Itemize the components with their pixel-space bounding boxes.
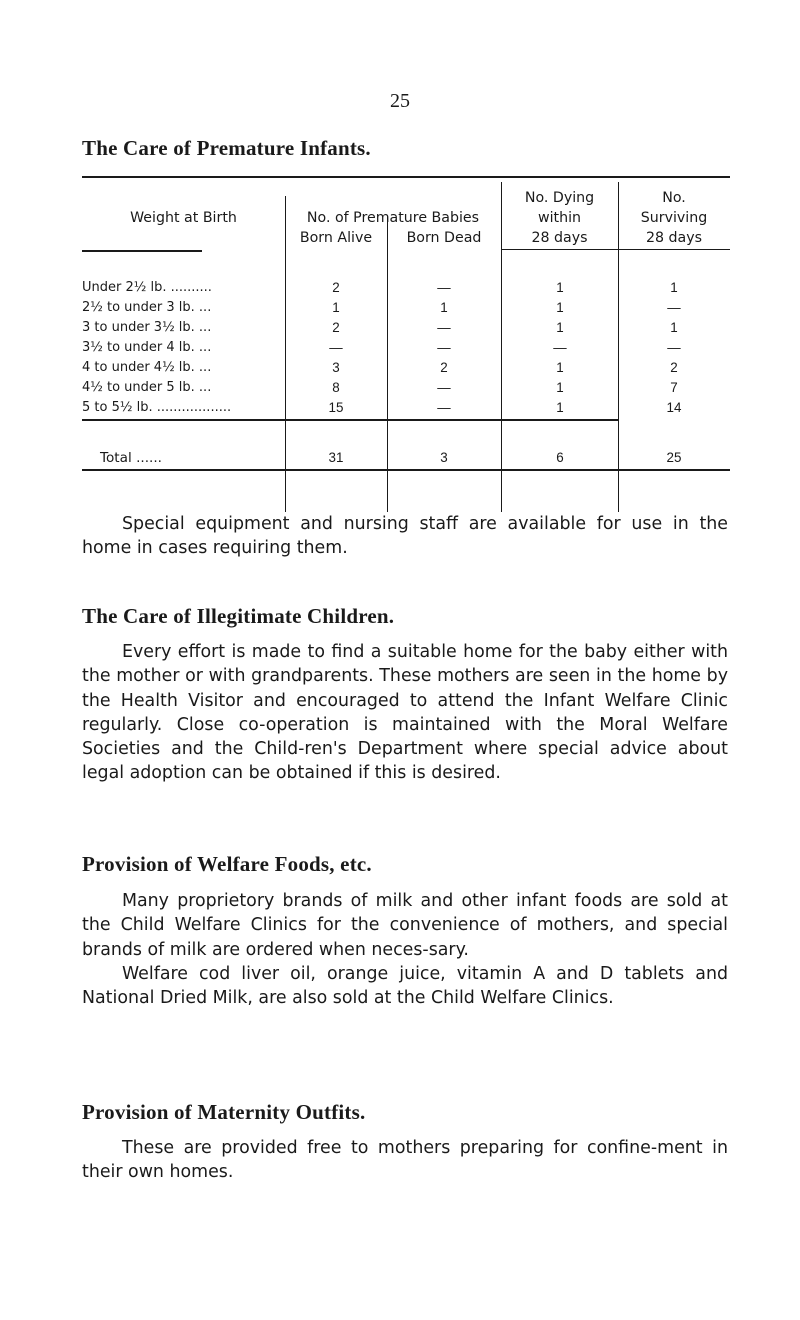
surviving-value: —	[667, 340, 681, 355]
dying-value: 1	[556, 360, 564, 375]
heading-illegitimate-children: The Care of Illegitimate Children.	[82, 604, 395, 628]
header-rule	[618, 249, 730, 250]
dying-value: 1	[556, 280, 564, 295]
row-label: 4 to under 4½ lb. ...	[82, 360, 212, 375]
header-born-dead: Born Dead	[406, 230, 482, 246]
header-surviving-line2: Surviving	[640, 210, 708, 226]
total-dying: 6	[556, 450, 564, 465]
dying-value: —	[553, 340, 567, 355]
surviving-value: 1	[670, 320, 678, 335]
surviving-value: 14	[666, 400, 682, 415]
born-dead-value: —	[437, 380, 451, 395]
surviving-value: 1	[670, 280, 678, 295]
dying-value: 1	[556, 380, 564, 395]
surviving-value: —	[667, 300, 681, 315]
header-premature-babies: No. of Premature Babies	[306, 210, 480, 226]
row-label: Under 2½ lb. ..........	[82, 280, 212, 295]
born-alive-value: 15	[328, 400, 344, 415]
total-born-dead: 3	[440, 450, 448, 465]
row-label: 2½ to under 3 lb. ...	[82, 300, 212, 315]
dying-value: 1	[556, 400, 564, 415]
table-top-rule	[82, 176, 730, 178]
header-weight-at-birth: Weight at Birth	[130, 210, 237, 226]
heading-maternity-outfits: Provision of Maternity Outfits.	[82, 1100, 366, 1124]
born-dead-value: —	[437, 320, 451, 335]
born-alive-value: 8	[332, 380, 340, 395]
row-label: 3½ to under 4 lb. ...	[82, 340, 212, 355]
header-rule	[501, 249, 618, 250]
premature-note: Special equipment and nursing staff are available for use in the home in cases requiring them.	[82, 514, 728, 559]
dying-value: 1	[556, 300, 564, 315]
welfare-foods-text	[82, 889, 728, 1010]
born-dead-value: 1	[440, 300, 448, 315]
header-dying-line2: within	[537, 210, 582, 226]
heading-welfare-foods: Provision of Welfare Foods, etc.	[82, 852, 372, 876]
table-bottom-rule	[82, 469, 730, 471]
surviving-value: 2	[670, 360, 678, 375]
page-number: 25	[390, 90, 410, 112]
row-label: 5 to 5½ lb. ..................	[82, 400, 232, 415]
total-surviving: 25	[666, 450, 682, 465]
born-alive-value: 2	[332, 320, 340, 335]
header-dying-line1: No. Dying	[524, 190, 595, 206]
illegitimate-paragraph: Every effort is made to find a suitable home for the baby either with the mother or with grandparents. These mothers are seen in the home by the Health Visitor and encouraged to attend the Infant Welfare Clinic regularly. Close co-operation is maintained with the Moral Welfare Societies and the Child-ren's Department where special advice about legal adoption can be obtained if this is desired.	[82, 642, 728, 784]
header-rule	[82, 250, 202, 252]
surviving-value: 7	[670, 380, 678, 395]
maternity-paragraph: These are provided free to mothers preparing for confine-ment in their own homes.	[82, 1138, 728, 1183]
total-born-alive: 31	[328, 450, 344, 465]
born-alive-value: 3	[332, 360, 340, 375]
born-dead-value: —	[437, 400, 451, 415]
born-dead-value: —	[437, 280, 451, 295]
header-dying-line3: 28 days	[531, 230, 588, 246]
column-divider	[387, 216, 388, 512]
header-born-alive: Born Alive	[299, 230, 373, 246]
row-label: 4½ to under 5 lb. ...	[82, 380, 212, 395]
welfare-foods-paragraph-2: Welfare cod liver oil, orange juice, vitamin A and D tablets and National Dried Milk, are also sold at the Child Welfare Clinics.	[82, 963, 728, 1009]
header-surviving-line1: No.	[662, 190, 686, 206]
heading-premature-infants: The Care of Premature Infants.	[82, 136, 371, 160]
dying-value: 1	[556, 320, 564, 335]
born-dead-value: —	[437, 340, 451, 355]
row-label: 3 to under 3½ lb. ...	[82, 320, 212, 335]
born-dead-value: 2	[440, 360, 448, 375]
total-label: Total ......	[100, 450, 162, 466]
welfare-foods-paragraph-1: Many proprietory brands of milk and other infant foods are sold at the Child Welfare Clinics for the convenience of mothers, and special brands of milk are ordered when neces-sary.	[82, 891, 728, 960]
header-surviving-line3: 28 days	[645, 230, 703, 246]
born-alive-value: —	[329, 340, 343, 355]
born-alive-value: 1	[332, 300, 340, 315]
total-rule	[82, 419, 618, 421]
born-alive-value: 2	[332, 280, 340, 295]
premature-infants-table	[82, 176, 730, 512]
